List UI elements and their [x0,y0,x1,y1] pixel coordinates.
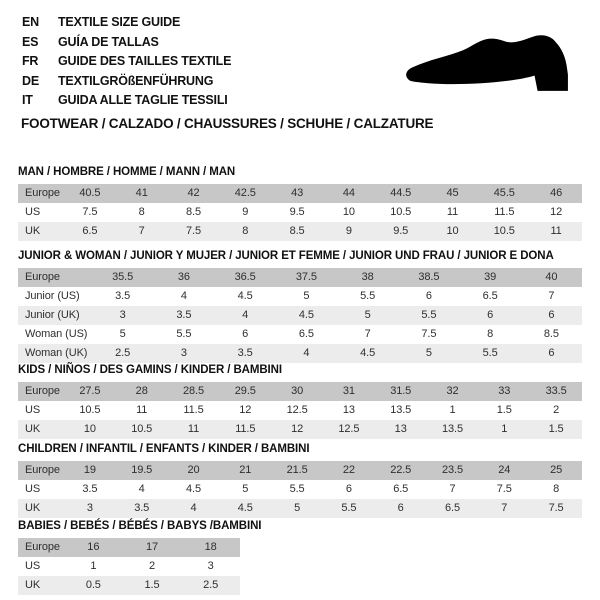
size-value: 10.5 [390,206,412,218]
size-value: 5.5 [421,309,437,321]
size-value: 28 [135,385,148,397]
section-title: MAN / HOMBRE / HOMME / MANN / MAN [18,165,236,178]
row-label: UK [25,225,41,237]
size-value: 5 [119,328,126,340]
section-title: CHILDREN / INFANTIL / ENFANTS / KINDER / BAMBINI [18,442,310,455]
size-value: 10 [83,423,96,435]
size-value: 4.5 [237,502,253,514]
size-value: 0.5 [85,579,101,591]
size-value: 8 [138,206,145,218]
table-row [18,401,582,420]
size-value: 5.5 [176,328,192,340]
size-value: 4.5 [237,290,253,302]
section-title: BABIES / BEBÉS / BÉBÉS / BABYS /BAMBINI [18,519,262,532]
size-value: 30 [291,385,304,397]
size-value: 6 [242,328,249,340]
size-value: 6 [397,502,404,514]
size-value: 9.5 [393,225,409,237]
table-row [18,268,582,287]
size-value: 13.5 [390,404,412,416]
table-row [18,325,582,344]
row-label: Europe [25,271,60,283]
size-value: 6 [487,309,494,321]
guide-title-fr: GUIDE DES TAILLES TEXTILE [58,54,232,68]
size-value: 37.5 [295,271,317,283]
guide-title-de: TEXTILGRÖßENFÜHRUNG [58,73,214,88]
guide-title-en: TEXTILE SIZE GUIDE [58,15,181,29]
size-value: 42.5 [234,187,256,199]
size-value: 3 [119,309,126,321]
guide-title-es: GUÍA DE TALLAS [58,34,159,49]
size-value: 4.5 [185,483,201,495]
size-value: 10 [446,225,459,237]
size-value: 10.5 [131,423,153,435]
size-value: 5 [303,290,310,302]
size-value: 5 [242,483,249,495]
size-value: 6.5 [482,290,498,302]
section-title: KIDS / NIÑOS / DES GAMINS / KINDER / BAMBINI [18,363,282,376]
size-value: 20 [187,464,200,476]
size-value: 31.5 [390,385,412,397]
size-value: 1 [449,404,456,416]
size-value: 1.5 [548,423,564,435]
size-value: 38.5 [418,271,440,283]
size-value: 12 [239,404,252,416]
table-row [18,420,582,439]
size-value: 10.5 [493,225,515,237]
section-kids [18,364,582,439]
size-value: 8.5 [289,225,305,237]
size-value: 6.5 [393,483,409,495]
size-value: 44.5 [390,187,412,199]
size-value: 19 [83,464,96,476]
size-value: 7 [138,225,145,237]
table-row [18,344,582,363]
table-row [18,287,582,306]
size-value: 41 [135,187,148,199]
size-value: 4 [138,483,145,495]
size-value: 27.5 [79,385,101,397]
size-value: 7.5 [82,206,98,218]
section-babies [18,520,582,595]
size-value: 40.5 [79,187,101,199]
size-value: 7.5 [548,502,564,514]
section-title: JUNIOR & WOMAN / JUNIOR Y MUJER / JUNIOR ET FEMME / JUNIOR UND FRAU / JUNIOR E DONA [18,249,554,262]
language-code: ES [22,34,39,49]
size-value: 4 [303,347,310,359]
table-row [18,203,582,222]
size-table-children [18,461,582,518]
language-code: IT [22,93,33,107]
size-value: 2.5 [115,347,131,359]
size-value: 5.5 [360,290,376,302]
table-row [18,499,582,518]
size-value: 11.5 [183,404,204,416]
size-value: 18 [204,541,217,553]
row-label: Junior (US) [25,290,80,302]
size-value: 7 [364,328,371,340]
size-value: 8 [487,328,494,340]
size-value: 9 [345,225,352,237]
size-value: 3.5 [237,347,253,359]
size-value: 21 [239,464,252,476]
size-value: 8 [242,225,249,237]
size-value: 8.5 [185,206,201,218]
table-row [18,184,582,203]
size-value: 1.5 [496,404,512,416]
table-row [18,461,582,480]
size-value: 11.5 [494,206,515,218]
language-code: EN [22,15,39,29]
size-value: 11 [550,225,562,237]
size-value: 11 [187,423,200,435]
size-value: 19.5 [131,464,153,476]
size-value: 24 [498,464,511,476]
language-row [22,91,600,111]
size-value: 2 [148,560,155,572]
category-heading: FOOTWEAR / CALZADO / CHAUSSURES / SCHUHE / CALZATURE [21,115,434,131]
size-value: 16 [87,541,100,553]
size-value: 3 [180,347,187,359]
language-code: FR [22,54,39,68]
size-value: 12.5 [286,404,308,416]
section-man [18,166,582,241]
row-label: UK [25,502,41,514]
table-row [18,306,582,325]
size-value: 6 [425,290,432,302]
size-value: 39 [484,271,497,283]
size-value: 12.5 [338,423,360,435]
size-value: 46 [550,187,563,199]
size-value: 7.5 [421,328,437,340]
size-value: 7 [449,483,456,495]
size-value: 9 [242,206,249,218]
table-row [18,557,240,576]
row-label: Woman (UK) [25,347,88,359]
size-value: 7 [548,290,555,302]
size-value: 9.5 [289,206,305,218]
size-value: 2 [553,404,560,416]
table-row [18,382,582,401]
shoe-icon [402,34,574,93]
table-row [18,538,240,557]
section-junior-woman [18,250,582,363]
size-value: 6 [345,483,352,495]
size-value: 3.5 [134,502,150,514]
size-value: 45 [446,187,459,199]
row-label: Woman (US) [25,328,88,340]
row-label: Europe [25,187,60,199]
size-value: 10 [342,206,355,218]
size-value: 25 [550,464,563,476]
language-code: DE [22,73,39,88]
size-value: 4 [190,502,197,514]
row-label: US [25,483,41,495]
size-value: 6 [548,347,555,359]
size-value: 5.5 [341,502,357,514]
size-value: 4 [242,309,249,321]
size-value: 5 [425,347,432,359]
size-value: 4 [180,290,187,302]
size-value: 4.5 [360,347,376,359]
size-value: 1 [501,423,508,435]
size-value: 36 [177,271,190,283]
size-value: 38 [361,271,374,283]
row-label: UK [25,423,41,435]
size-value: 3.5 [176,309,192,321]
size-value: 11 [136,404,148,416]
size-value: 35.5 [112,271,134,283]
row-label: US [25,560,41,572]
size-value: 31 [342,385,355,397]
section-children [18,443,582,518]
size-value: 8.5 [543,328,559,340]
size-value: 45.5 [493,187,515,199]
size-table-babies [18,538,582,595]
size-value: 11.5 [235,423,256,435]
size-value: 6.5 [82,225,98,237]
size-value: 1 [90,560,97,572]
size-value: 12 [550,206,563,218]
size-value: 44 [342,187,355,199]
row-label: Europe [25,464,60,476]
size-value: 3.5 [115,290,131,302]
size-value: 43 [291,187,304,199]
row-label: US [25,206,41,218]
table-row [18,576,240,595]
size-tables [18,166,582,595]
size-value: 5 [294,502,301,514]
row-label: US [25,404,41,416]
row-label: UK [25,579,41,591]
size-value: 22 [342,464,355,476]
size-value: 3 [86,502,93,514]
size-value: 10.5 [79,404,101,416]
size-value: 33.5 [545,385,567,397]
size-value: 23.5 [441,464,463,476]
size-table-junior-woman [18,268,582,363]
size-table-man [18,184,582,241]
size-value: 5.5 [482,347,498,359]
size-value: 32 [446,385,459,397]
size-value: 3.5 [82,483,98,495]
size-value: 22.5 [390,464,412,476]
size-value: 3 [207,560,214,572]
table-row [18,222,582,241]
row-label: Europe [25,541,60,553]
size-value: 36.5 [234,271,256,283]
size-value: 17 [145,541,159,553]
guide-title-it: GUIDA ALLE TAGLIE TESSILI [58,93,228,107]
size-value: 5 [364,309,371,321]
size-value: 28.5 [182,385,204,397]
row-label: Europe [25,385,60,397]
size-value: 5.5 [289,483,305,495]
size-value: 29.5 [234,385,256,397]
size-value: 6.5 [444,502,460,514]
size-value: 8 [553,483,560,495]
size-value: 6 [548,309,555,321]
row-label: Junior (UK) [25,309,80,321]
size-value: 1.5 [144,579,160,591]
size-value: 42 [187,187,200,199]
size-value: 11 [446,206,459,218]
size-value: 13 [394,423,407,435]
size-value: 13.5 [441,423,463,435]
size-value: 7 [501,502,508,514]
size-value: 40 [545,271,558,283]
size-value: 33 [498,385,511,397]
size-value: 2.5 [203,579,219,591]
size-value: 7.5 [185,225,201,237]
size-value: 13 [342,404,355,416]
size-value: 12 [291,423,304,435]
table-row [18,480,582,499]
size-value: 4.5 [298,309,314,321]
size-value: 6.5 [298,328,314,340]
size-table-kids [18,382,582,439]
size-value: 21.5 [286,464,308,476]
size-value: 7.5 [496,483,512,495]
language-row [22,13,600,33]
